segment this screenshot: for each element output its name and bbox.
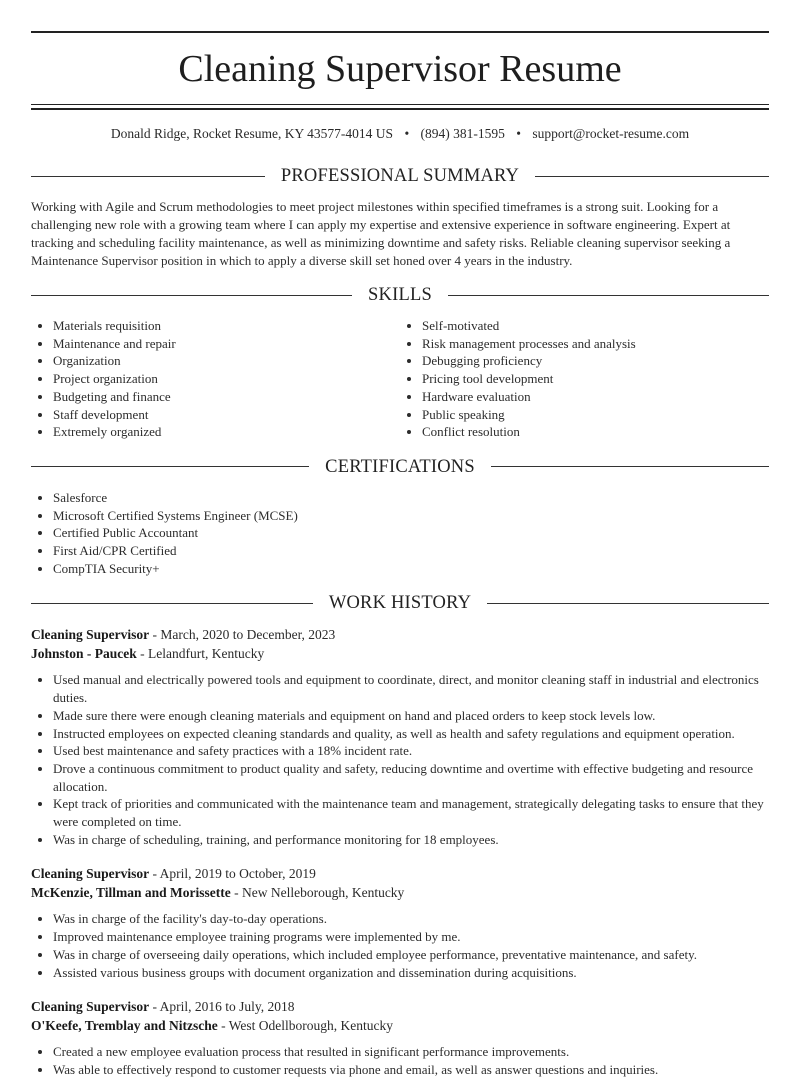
skill-item: • Risk management processes and analysis — [422, 335, 769, 353]
job-bullet: • Assisted various business groups with document organization and dissemination during acquisitions. — [53, 964, 769, 982]
job-location: - Lelandfurt, Kentucky — [136, 646, 265, 662]
skill-item: • Pricing tool development — [422, 370, 769, 388]
skill-item: • Organization — [53, 352, 400, 370]
skills-column-left — [31, 317, 400, 441]
certification-item: • Certified Public Accountant — [53, 524, 769, 542]
job-dates: - April, 2019 to October, 2019 — [149, 866, 316, 882]
skill-item: • Conflict resolution — [422, 423, 769, 441]
section-heading-skills — [31, 283, 769, 307]
job-company: Johnston - Paucek — [31, 646, 137, 662]
skill-item: • Project organization — [53, 370, 400, 388]
bullet-separator: • — [516, 126, 522, 141]
job-title-line — [31, 625, 769, 644]
contact-phone: (894) 381-1595 — [420, 126, 505, 141]
job-bullet: • Instructed employees on expected cleaning standards and quality, as well as health and safety regulations and equipment operation. — [53, 725, 769, 743]
job-entry — [31, 625, 769, 848]
certification-item: • Microsoft Certified Systems Engineer (MCSE) — [53, 507, 769, 525]
job-company-line — [31, 1016, 769, 1035]
job-title-line — [31, 864, 769, 883]
section-title: CERTIFICATIONS — [325, 456, 475, 477]
section-heading-certifications — [31, 455, 769, 479]
certifications-list — [31, 489, 769, 578]
section-heading-summary — [31, 164, 769, 188]
contact-address: Donald Ridge, Rocket Resume, KY 43577-4014 US — [110, 126, 394, 141]
resume-title: Cleaning Supervisor Resume — [178, 48, 622, 90]
certification-item: • Salesforce — [53, 489, 769, 507]
job-title-line — [31, 997, 769, 1016]
job-bullet: • Kept track of priorities and communicated with the maintenance team and management, strategically delegating tasks to ensure that they were completed on time. — [53, 795, 769, 830]
job-company-line — [31, 883, 769, 902]
job-title: Cleaning Supervisor — [31, 866, 150, 882]
skills-list — [31, 317, 769, 441]
section-title: WORK HISTORY — [328, 593, 472, 614]
section-title: PROFESSIONAL SUMMARY — [280, 166, 520, 186]
contact-line — [31, 126, 769, 142]
job-bullets — [31, 910, 769, 981]
job-title: Cleaning Supervisor — [31, 999, 150, 1015]
job-company: McKenzie, Tillman and Morissette — [31, 885, 231, 901]
job-bullet: • Used best maintenance and safety practices with a 18% incident rate. — [53, 742, 769, 760]
title-double-divider — [31, 104, 769, 110]
job-bullet: • Created a new employee evaluation process that resulted in significant performance improvements. — [53, 1043, 769, 1061]
heading-rule-right — [487, 603, 769, 604]
job-dates: - March, 2020 to December, 2023 — [149, 627, 336, 643]
heading-rule-right — [491, 466, 769, 467]
job-bullet: • Was in charge of scheduling, training, and performance monitoring for 18 employees. — [53, 831, 769, 849]
skill-item: • Self-motivated — [422, 317, 769, 335]
job-location: - New Nelleborough, Kentucky — [230, 885, 405, 901]
job-bullet: • Used manual and electrically powered tools and equipment to coordinate, direct, and monitor cleaning staff in industrial and electronics duties. — [53, 671, 769, 706]
job-dates: - April, 2016 to July, 2018 — [149, 999, 295, 1015]
certification-item: • First Aid/CPR Certified — [53, 542, 769, 560]
job-bullet: • Was in charge of the facility's day-to-day operations. — [53, 910, 769, 928]
section-title: SKILLS — [368, 285, 432, 305]
heading-rule-left — [31, 295, 352, 296]
job-bullet: • Was in charge of overseeing daily operations, which included employee performance, preventative maintenance, and safety. — [53, 946, 769, 964]
skill-item: • Debugging proficiency — [422, 352, 769, 370]
skill-item: • Public speaking — [422, 406, 769, 424]
top-divider — [31, 31, 769, 33]
skill-item: • Budgeting and finance — [53, 388, 400, 406]
contact-email: support@rocket-resume.com — [532, 126, 690, 141]
skill-item: • Hardware evaluation — [422, 388, 769, 406]
heading-rule-right — [448, 295, 769, 296]
job-bullet: • Improved maintenance employee training programs were implemented by me. — [53, 928, 769, 946]
job-bullet: • Drove a continuous commitment to product quality and safety, reducing downtime and overtime with effective budgeting and resource allocation. — [53, 760, 769, 795]
resume-page — [0, 31, 800, 1079]
job-bullets — [31, 1043, 769, 1078]
job-bullet: • Made sure there were enough cleaning materials and equipment on hand and placed orders to keep stock levels low. — [53, 707, 769, 725]
heading-rule-left — [31, 466, 309, 467]
skill-item: • Extremely organized — [53, 423, 400, 441]
job-title: Cleaning Supervisor — [31, 627, 150, 643]
certification-item: • CompTIA Security+ — [53, 560, 769, 578]
job-bullets — [31, 671, 769, 848]
skill-item: • Maintenance and repair — [53, 335, 400, 353]
heading-rule-left — [31, 603, 313, 604]
skills-column-right — [400, 317, 769, 441]
summary-text: Working with Agile and Scrum methodologies to meet project milestones within specified timeframes is a strong suit. Looking for a challenging new role with a growing team where I can apply my expertise and extensive experience in software engineering. Expert at tracking and scheduling facility maintenance, as well as minimizing downtime and safety risks. Reliable cleaning supervisor seeking a Maintenance Supervisor position in which to apply a diverse skill set honed over 4 years in the industry. — [31, 199, 731, 268]
skill-item: • Staff development — [53, 406, 400, 424]
heading-rule-right — [535, 176, 769, 177]
section-heading-work-history — [31, 591, 769, 615]
job-entry — [31, 997, 769, 1078]
job-company-line — [31, 644, 769, 663]
skill-item: • Materials requisition — [53, 317, 400, 335]
job-location: - West Odellborough, Kentucky — [217, 1018, 393, 1034]
job-bullet: • Was able to effectively respond to customer requests via phone and email, as well as answer questions and inquiries. — [53, 1061, 769, 1079]
job-company: O'Keefe, Tremblay and Nitzsche — [31, 1018, 218, 1034]
heading-rule-left — [31, 176, 265, 177]
job-entry — [31, 864, 769, 981]
bullet-separator: • — [404, 126, 410, 141]
